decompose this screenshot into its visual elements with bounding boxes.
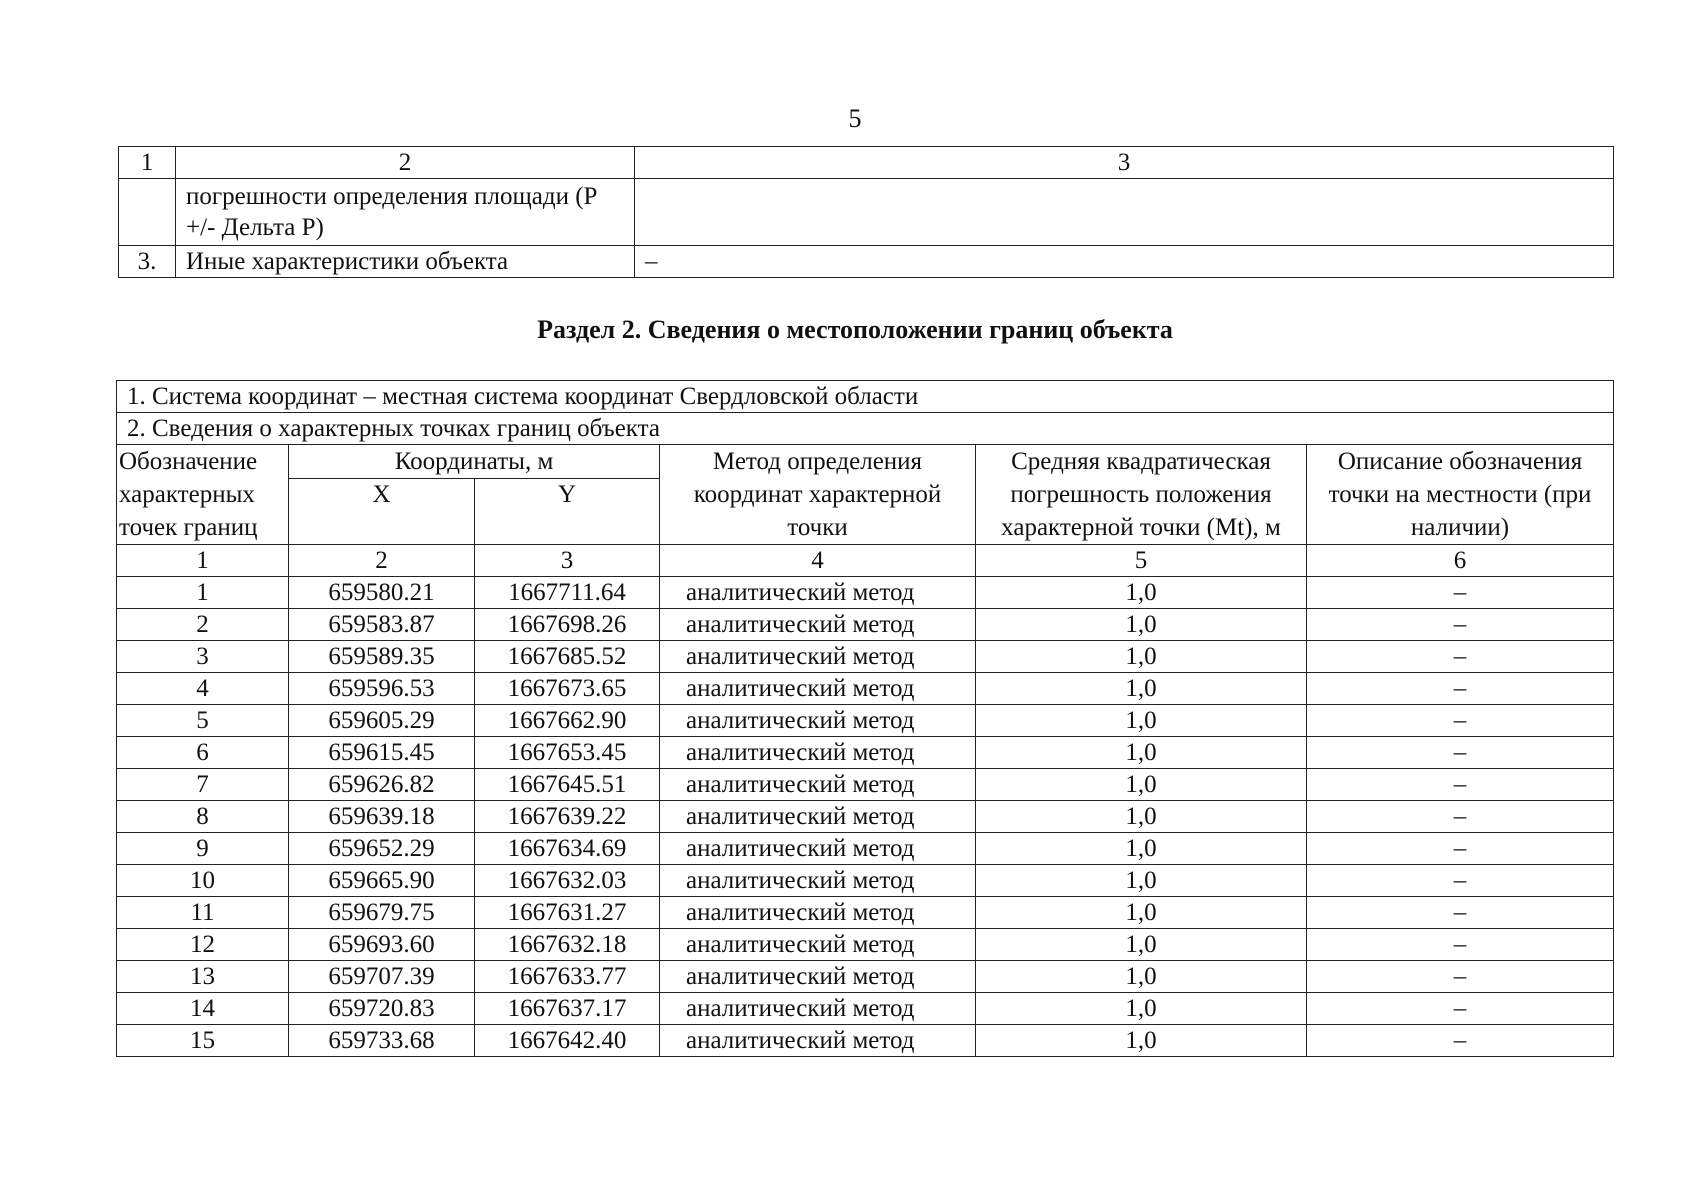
point-error: 1,0 [976,801,1307,833]
points-body [117,577,1614,1057]
table-row [117,1025,1614,1057]
table-row [117,897,1614,929]
header-error: Средняя квадратическая погрешность положения характерной точки (Mt), м [976,445,1307,545]
point-y: 1667639.22 [475,801,660,833]
point-error: 1,0 [976,1025,1307,1057]
page-number: 5 [848,104,862,133]
table-row [117,833,1614,865]
point-y: 1667632.03 [475,865,660,897]
point-x: 659733.68 [289,1025,475,1057]
point-error: 1,0 [976,737,1307,769]
column-number: 4 [660,545,976,577]
table-header-row [117,445,1614,479]
point-method: аналитический метод [660,833,976,865]
point-x: 659707.39 [289,961,475,993]
point-id: 4 [117,673,289,705]
point-id: 10 [117,865,289,897]
point-error: 1,0 [976,865,1307,897]
table-row [117,641,1614,673]
point-description: – [1307,801,1614,833]
point-id: 2 [117,609,289,641]
point-x: 659639.18 [289,801,475,833]
header-y: Y [475,479,660,545]
column-number: 6 [1307,545,1614,577]
header-description: Описание обозначения точки на местности (при наличии) [1307,445,1614,545]
column-numbers-row [117,545,1614,577]
point-y: 1667662.90 [475,705,660,737]
point-description: – [1307,993,1614,1025]
point-error: 1,0 [976,577,1307,609]
point-y: 1667637.17 [475,993,660,1025]
table-row [117,769,1614,801]
boundary-points-table [116,380,1614,1057]
point-error: 1,0 [976,929,1307,961]
points-info-text: 2. Сведения о характерных точках границ объекта [117,413,1614,445]
point-method: аналитический метод [660,961,976,993]
point-y: 1667711.64 [475,577,660,609]
point-y: 1667673.65 [475,673,660,705]
point-id: 8 [117,801,289,833]
table-row [117,929,1614,961]
section-title: Раздел 2. Сведения о местоположении границ объекта [537,315,1173,344]
point-method: аналитический метод [660,705,976,737]
column-number: 5 [976,545,1307,577]
point-y: 1667685.52 [475,641,660,673]
point-y: 1667645.51 [475,769,660,801]
point-x: 659605.29 [289,705,475,737]
point-y: 1667633.77 [475,961,660,993]
point-description: – [1307,769,1614,801]
point-id: 9 [117,833,289,865]
point-id: 5 [117,705,289,737]
point-error: 1,0 [976,673,1307,705]
point-x: 659652.29 [289,833,475,865]
table-row [117,993,1614,1025]
table-row [117,737,1614,769]
point-description: – [1307,737,1614,769]
point-description: – [1307,833,1614,865]
point-x: 659720.83 [289,993,475,1025]
point-error: 1,0 [976,609,1307,641]
point-error: 1,0 [976,769,1307,801]
point-method: аналитический метод [660,577,976,609]
point-id: 14 [117,993,289,1025]
point-y: 1667642.40 [475,1025,660,1057]
point-error: 1,0 [976,833,1307,865]
point-error: 1,0 [976,641,1307,673]
point-method: аналитический метод [660,641,976,673]
point-x: 659615.45 [289,737,475,769]
point-method: аналитический метод [660,609,976,641]
point-error: 1,0 [976,961,1307,993]
point-description: – [1307,577,1614,609]
point-y: 1667632.18 [475,929,660,961]
point-description: – [1307,641,1614,673]
column-number: 1 [117,545,289,577]
point-method: аналитический метод [660,769,976,801]
point-description: – [1307,1025,1614,1057]
point-method: аналитический метод [660,993,976,1025]
table-row [117,865,1614,897]
table-row [117,673,1614,705]
point-method: аналитический метод [660,673,976,705]
point-x: 659589.35 [289,641,475,673]
point-description: – [1307,865,1614,897]
point-id: 6 [117,737,289,769]
point-x: 659596.53 [289,673,475,705]
row-label: погрешности определения площади (P +/- Дельта P) [176,179,635,246]
header-method: Метод определения координат характерной точки [660,445,976,545]
point-method: аналитический метод [660,897,976,929]
point-error: 1,0 [976,705,1307,737]
table-row [117,705,1614,737]
table-row [119,246,1614,278]
header-x: X [289,479,475,545]
point-method: аналитический метод [660,801,976,833]
point-description: – [1307,673,1614,705]
column-number: 3 [475,545,660,577]
table-row [117,609,1614,641]
row-value [635,179,1614,246]
point-method: аналитический метод [660,865,976,897]
column-number: 2 [289,545,475,577]
table-row [119,179,1614,246]
point-method: аналитический метод [660,929,976,961]
point-id: 3 [117,641,289,673]
point-y: 1667631.27 [475,897,660,929]
point-x: 659583.87 [289,609,475,641]
point-error: 1,0 [976,897,1307,929]
point-x: 659693.60 [289,929,475,961]
header-designation: Обозначение характерных точек границ [117,445,289,545]
header-coordinates: Координаты, м [289,445,660,479]
point-x: 659626.82 [289,769,475,801]
row-value: – [635,246,1614,278]
row-number [119,179,176,246]
coordinate-system-row [117,381,1614,413]
points-info-row [117,413,1614,445]
point-method: аналитический метод [660,737,976,769]
point-id: 15 [117,1025,289,1057]
table-row [117,801,1614,833]
point-error: 1,0 [976,993,1307,1025]
table-row [117,961,1614,993]
point-x: 659679.75 [289,897,475,929]
table-header-row [119,147,1614,179]
point-description: – [1307,961,1614,993]
point-y: 1667653.45 [475,737,660,769]
column-number: 2 [176,147,635,179]
point-x: 659665.90 [289,865,475,897]
point-method: аналитический метод [660,1025,976,1057]
coordinate-system-text: 1. Система координат – местная система координат Свердловской области [117,381,1614,413]
table-row [117,577,1614,609]
row-number: 3. [119,246,176,278]
column-number: 3 [635,147,1614,179]
point-y: 1667698.26 [475,609,660,641]
point-x: 659580.21 [289,577,475,609]
point-id: 7 [117,769,289,801]
point-y: 1667634.69 [475,833,660,865]
point-description: – [1307,897,1614,929]
row-label: Иные характеристики объекта [176,246,635,278]
point-id: 13 [117,961,289,993]
point-id: 1 [117,577,289,609]
point-id: 11 [117,897,289,929]
point-description: – [1307,929,1614,961]
column-number: 1 [119,147,176,179]
characteristics-table [118,146,1614,278]
point-id: 12 [117,929,289,961]
point-description: – [1307,609,1614,641]
point-description: – [1307,705,1614,737]
